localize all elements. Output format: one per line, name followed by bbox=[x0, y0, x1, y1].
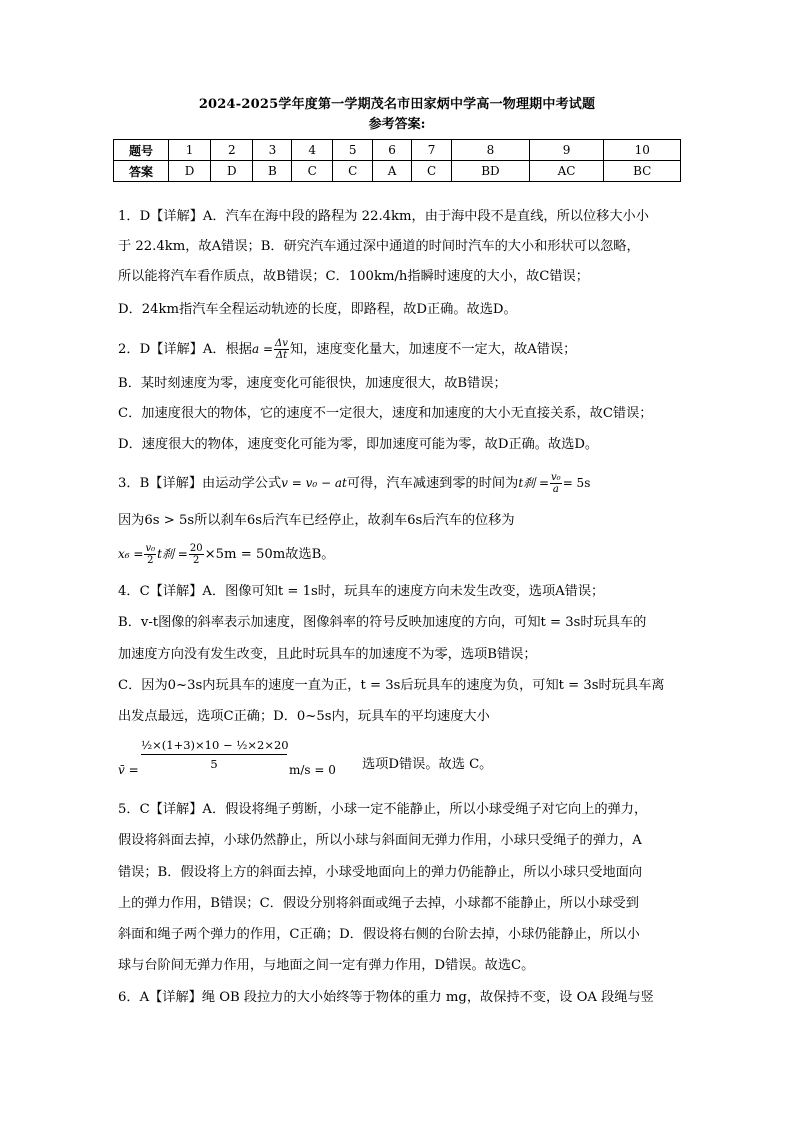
q5-line-2: 假设将斜面去掉，小球仍然静止，所以小球与斜面间无弹力作用，小球只受绳子的弹力，A bbox=[118, 833, 642, 848]
q3-line-1 bbox=[118, 472, 590, 495]
fraction-numerator: ½×(1+3)×10 − ½×2×20 bbox=[141, 738, 287, 755]
q3-line-1-pre: 3．B【详解】由运动学公式 bbox=[118, 476, 282, 491]
table-cell: D bbox=[169, 161, 211, 182]
table-cell: 7 bbox=[411, 140, 451, 161]
q3-displacement-lhs: x₆ = bbox=[118, 547, 144, 561]
q2-line-1 bbox=[118, 338, 576, 361]
table-cell: 6 bbox=[373, 140, 411, 161]
q4-conclusion: 选项D错误。故选 C。 bbox=[362, 757, 493, 772]
q4-line-4: C．因为0~3s内玩具车的速度一直为正，t = 3s后玩具车的速度为负，可知t = 3s时玩具车离 bbox=[118, 678, 665, 693]
q1-line-3: 所以能将汽车看作质点，故B错误；C．100km/h指瞬时速度的大小，故C错误； bbox=[118, 269, 589, 284]
table-cell: D bbox=[211, 161, 253, 182]
q4-average-velocity-result: m/s = 0 bbox=[289, 763, 336, 777]
q2-line-3: C．加速度很大的物体，它的速度不一定很大，速度和加速度的大小无直接关系，故C错误； bbox=[118, 406, 653, 421]
fraction-numerator: v₀ bbox=[145, 543, 156, 554]
q3-fraction-2 bbox=[189, 543, 204, 566]
page-title: 2024-2025学年度第一学期茂名市田家炳中学高一物理期中考试题 bbox=[198, 97, 596, 112]
q4-line-3: 加速度方向没有发生改变，且此时玩具车的加速度不为零，选项B错误； bbox=[118, 647, 537, 662]
table-cell: 2 bbox=[211, 140, 253, 161]
table-cell: 5 bbox=[332, 140, 372, 161]
table-cell: B bbox=[253, 161, 292, 182]
table-cell: 10 bbox=[604, 140, 681, 161]
q5-line-6: 球与台阶间无弹力作用，与地面之间一定有弹力作用，D错误。故选C。 bbox=[118, 958, 535, 973]
answer-table-row-numbers bbox=[114, 140, 681, 161]
table-cell: C bbox=[292, 161, 332, 182]
fraction-denominator: Δt bbox=[275, 350, 288, 361]
q5-line-4: 上的弹力作用，B错误；C．假设分别将斜面或绳子去掉，小球都不能静止，所以小球受到 bbox=[118, 896, 639, 911]
answer-table-row-answers bbox=[114, 161, 681, 182]
table-cell: 9 bbox=[529, 140, 604, 161]
q3-mid: t刹 = bbox=[157, 547, 188, 561]
row-label: 答案 bbox=[114, 161, 169, 182]
table-cell: C bbox=[411, 161, 451, 182]
table-cell: BD bbox=[452, 161, 529, 182]
q3-fraction bbox=[550, 472, 562, 495]
q4-line-2: B．v-t图像的斜率表示加速度，图像斜率的符号反映加速度的方向，可知t = 3s时玩具车的 bbox=[118, 615, 647, 630]
q5-line-3: 错误；B．假设将上方的斜面去掉，小球受地面向上的弹力仍能静止，所以小球只受地面向 bbox=[118, 865, 642, 880]
table-cell: A bbox=[373, 161, 411, 182]
fraction-numerator: v₀ bbox=[551, 472, 561, 483]
table-cell: BC bbox=[604, 161, 681, 182]
q6-line-1: 6．A【详解】绳 OB 段拉力的大小始终等于物体的重力 mg，故保持不变，设 OA 段绳与竖 bbox=[118, 990, 654, 1005]
table-cell: 3 bbox=[253, 140, 292, 161]
fraction-denominator: 2 bbox=[147, 555, 154, 566]
q4-line-1: 4．C【详解】A．图像可知t = 1s时，玩具车的速度方向未发生改变，选项A错误； bbox=[118, 584, 605, 599]
fraction-numerator: 20 bbox=[189, 543, 203, 554]
q2-line-2: B．某时刻速度为零，速度变化可能很快，加速度很大，故B错误； bbox=[118, 376, 507, 391]
table-cell: 4 bbox=[292, 140, 332, 161]
fraction-denominator: 5 bbox=[210, 757, 218, 771]
q4-average-velocity-fraction bbox=[141, 738, 287, 771]
q4-average-velocity-symbol: v̄ = bbox=[118, 763, 139, 777]
q3-formula: v = v₀ − at bbox=[281, 476, 347, 490]
q2-fraction bbox=[274, 338, 289, 361]
answer-table bbox=[113, 139, 681, 182]
table-cell: AC bbox=[529, 161, 604, 182]
q5-line-5: 斜面和绳子两个弹力的作用，C正确；D．假设将右侧的台阶去掉，小球仍能静止，所以小 bbox=[118, 927, 640, 942]
q3-fraction-1 bbox=[144, 543, 156, 566]
q3-line-3 bbox=[118, 543, 334, 566]
q2-line-4: D．速度很大的物体，速度变化可能为零，即加速度可能为零，故D正确。故选D。 bbox=[118, 437, 599, 452]
q1-line-2: 于 22.4km，故A错误；B．研究汽车通过深中通道的时间时汽车的大小和形状可以忽略， bbox=[118, 239, 640, 254]
q5-line-1: 5．C【详解】A．假设将绳子剪断，小球一定不能静止，所以小球受绳子对它向上的弹力， bbox=[118, 802, 648, 817]
row-label: 题号 bbox=[114, 140, 169, 161]
q3-line-3-post: ×5m = 50m故选B。 bbox=[204, 547, 335, 562]
q3-time-lhs: t刹 = bbox=[518, 476, 550, 490]
table-cell: 8 bbox=[452, 140, 529, 161]
q2-formula-lhs: a = bbox=[252, 342, 274, 356]
q4-line-5: 出发点最远，选项C正确；D．0~5s内，玩具车的平均速度大小 bbox=[118, 709, 490, 724]
fraction-denominator: a bbox=[552, 484, 559, 495]
table-cell: 1 bbox=[169, 140, 211, 161]
page-subtitle: 参考答案: bbox=[368, 117, 426, 132]
fraction-denominator: 2 bbox=[193, 555, 200, 566]
q3-line-1-mid: 可得，汽车减速到零的时间为 bbox=[346, 476, 519, 491]
q1-line-1: 1．D【详解】A．汽车在海中段的路程为 22.4km，由于海中段不是直线，所以位移大小小 bbox=[118, 209, 649, 224]
q3-line-2: 因为6s > 5s所以刹车6s后汽车已经停止，故刹车6s后汽车的位移为 bbox=[118, 513, 515, 528]
table-cell: C bbox=[332, 161, 372, 182]
q2-line-1-pre: 2．D【详解】A．根据 bbox=[118, 342, 252, 357]
fraction-numerator: Δv bbox=[275, 338, 288, 349]
q3-line-1-post: = 5s bbox=[562, 476, 591, 490]
q1-line-4: D．24km指汽车全程运动轨迹的长度，即路程，故D正确。故选D。 bbox=[118, 302, 517, 317]
q2-line-1-post: 知，速度变化量大，加速度不一定大，故A错误； bbox=[289, 342, 577, 357]
